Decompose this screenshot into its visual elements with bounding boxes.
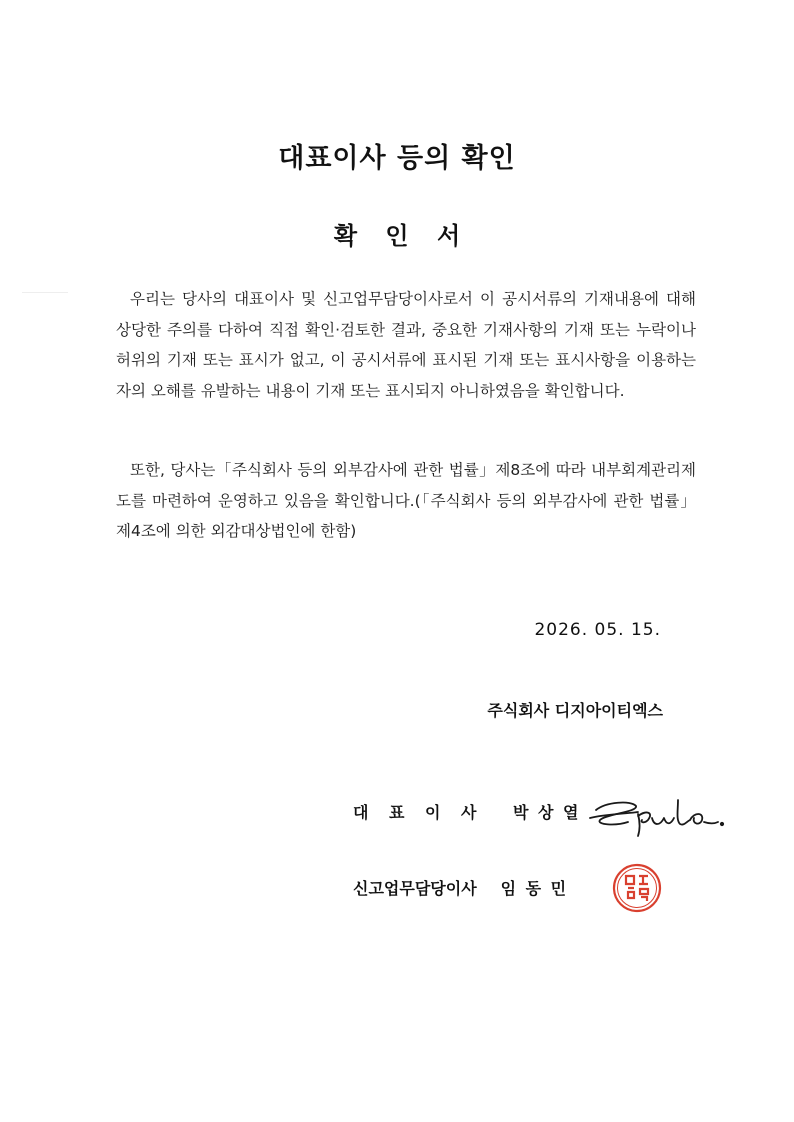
ceo-title-char: 이 <box>425 803 441 822</box>
subtitle-char: 서 <box>436 222 461 250</box>
scan-mark <box>22 292 68 293</box>
ceo-title-char: 대 <box>353 803 369 822</box>
paragraph-text: 우리는 당사의 대표이사 및 신고업무담당이사로서 이 공시서류의 기재내용에 대해 상당한 주의를 다하여 직접 확인·검토한 결과, 중요한 기재사항의 기재 또는 누락이나 허위의 기재 또는 표시가 없고, 이 공시서류에 표시된 기재 또는 표시사항을 이용하는 자의 오해를 유발하는 내용이 기재 또는 표시되지 아니하였음을 확인합니다. <box>116 290 696 400</box>
official-seal-stamp <box>611 862 663 914</box>
ceo-signature-line <box>353 800 588 823</box>
reporting-officer-title: 신고업무담당이사 <box>353 879 477 898</box>
reporting-officer-name <box>501 879 576 898</box>
ceo-name-char: 박 <box>513 803 529 822</box>
internal-control-paragraph <box>116 455 696 547</box>
document-subtitle <box>0 216 794 251</box>
rep-name-char: 민 <box>550 879 567 898</box>
ceo-title-char: 표 <box>389 803 405 822</box>
subtitle-char: 확 <box>333 222 358 250</box>
reporting-officer-signature-line <box>353 876 576 899</box>
document-date: 2026. 05. 15. <box>534 620 661 640</box>
ceo-name <box>513 803 588 822</box>
rep-name-char: 동 <box>525 879 542 898</box>
rep-name-char: 임 <box>500 879 517 898</box>
handwritten-signature <box>586 792 726 842</box>
company-name: 주식회사 디지아이티엑스 <box>487 701 663 720</box>
paragraph-text: 또한, 당사는「주식회사 등의 외부감사에 관한 법률」제8조에 따라 내부회계관리제도를 마련하여 운영하고 있음을 확인합니다.(「주식회사 등의 외부감사에 관한 법률」제4조에 의한 외감대상법인에 한함) <box>116 461 696 540</box>
ceo-title-char: 사 <box>461 803 477 822</box>
ceo-name-char: 상 <box>538 803 554 822</box>
document-title: 대표이사 등의 확인 <box>278 143 516 174</box>
ceo-name-char: 열 <box>563 803 579 822</box>
ceo-title <box>353 803 489 822</box>
subtitle-char: 인 <box>385 222 409 250</box>
confirmation-paragraph <box>116 284 696 406</box>
